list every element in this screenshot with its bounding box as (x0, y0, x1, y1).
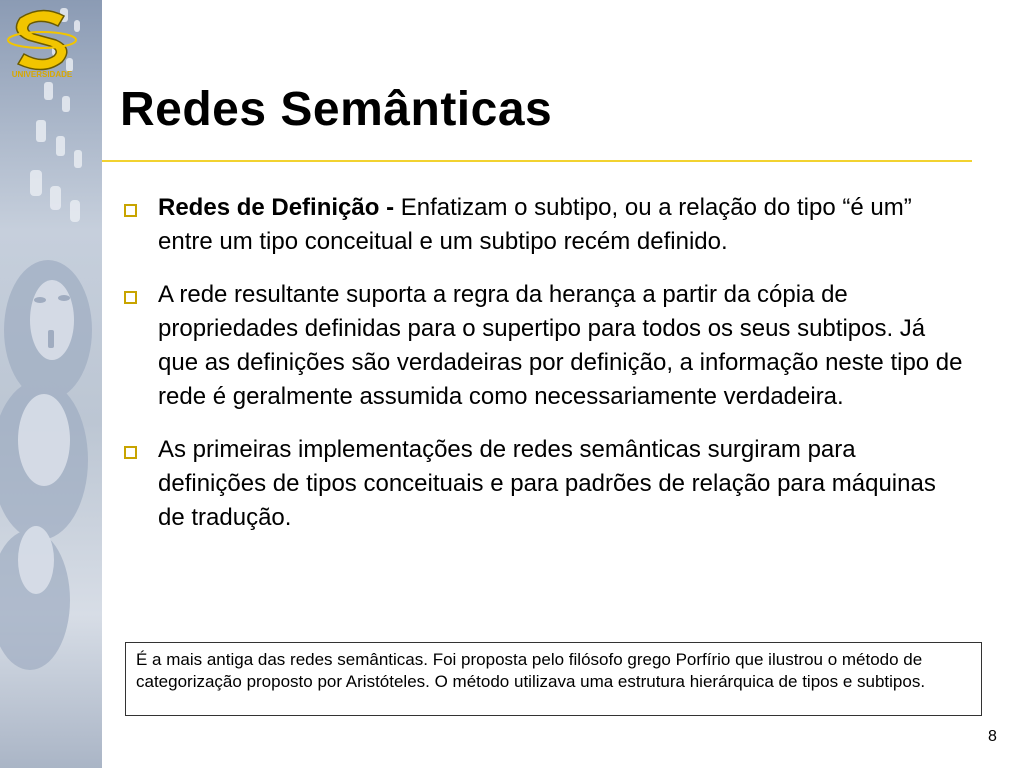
bullet-text: Enfatizam o subtipo, ou a relação do tipo “é um” entre um tipo conceitual e um subtipo recém definido. (158, 194, 912, 255)
square-bullet-icon (124, 446, 137, 459)
bullet-list (118, 191, 968, 554)
title-divider (102, 160, 972, 162)
page-number: 8 (988, 728, 997, 745)
bullet-text: A rede resultante suporta a regra da herança a partir da cópia de propriedades definidas para o supertipo para todos os seus subtipos. Já que as definições são verdadeiras por definição, a informação neste tipo de rede é geralmente assumida como necessariamente verdadeira. (158, 281, 963, 410)
bullet-item (118, 278, 968, 414)
bullet-text: As primeiras implementações de redes semânticas surgiram para definições de tipos conceituais e para padrões de relação para máquinas de tradução. (158, 436, 936, 531)
slide-title: Redes Semânticas (120, 83, 553, 136)
statue-illustration (0, 0, 102, 768)
svg-text:UNIVERSIDADE: UNIVERSIDADE (11, 70, 73, 79)
decorative-side-image (0, 0, 102, 768)
bullet-item (118, 191, 968, 259)
bullet-item (118, 433, 968, 535)
bullet-bold-lead: Redes de Definição - (158, 194, 401, 221)
note-box: É a mais antiga das redes semânticas. Foi proposta pelo filósofo grego Porfírio que ilustrou o método de categorização proposto por Aristóteles. O método utilizava uma estrutura hierárquica de tipos e subtipos. (125, 642, 982, 716)
square-bullet-icon (124, 291, 137, 304)
university-logo (0, 0, 84, 80)
square-bullet-icon (124, 204, 137, 217)
